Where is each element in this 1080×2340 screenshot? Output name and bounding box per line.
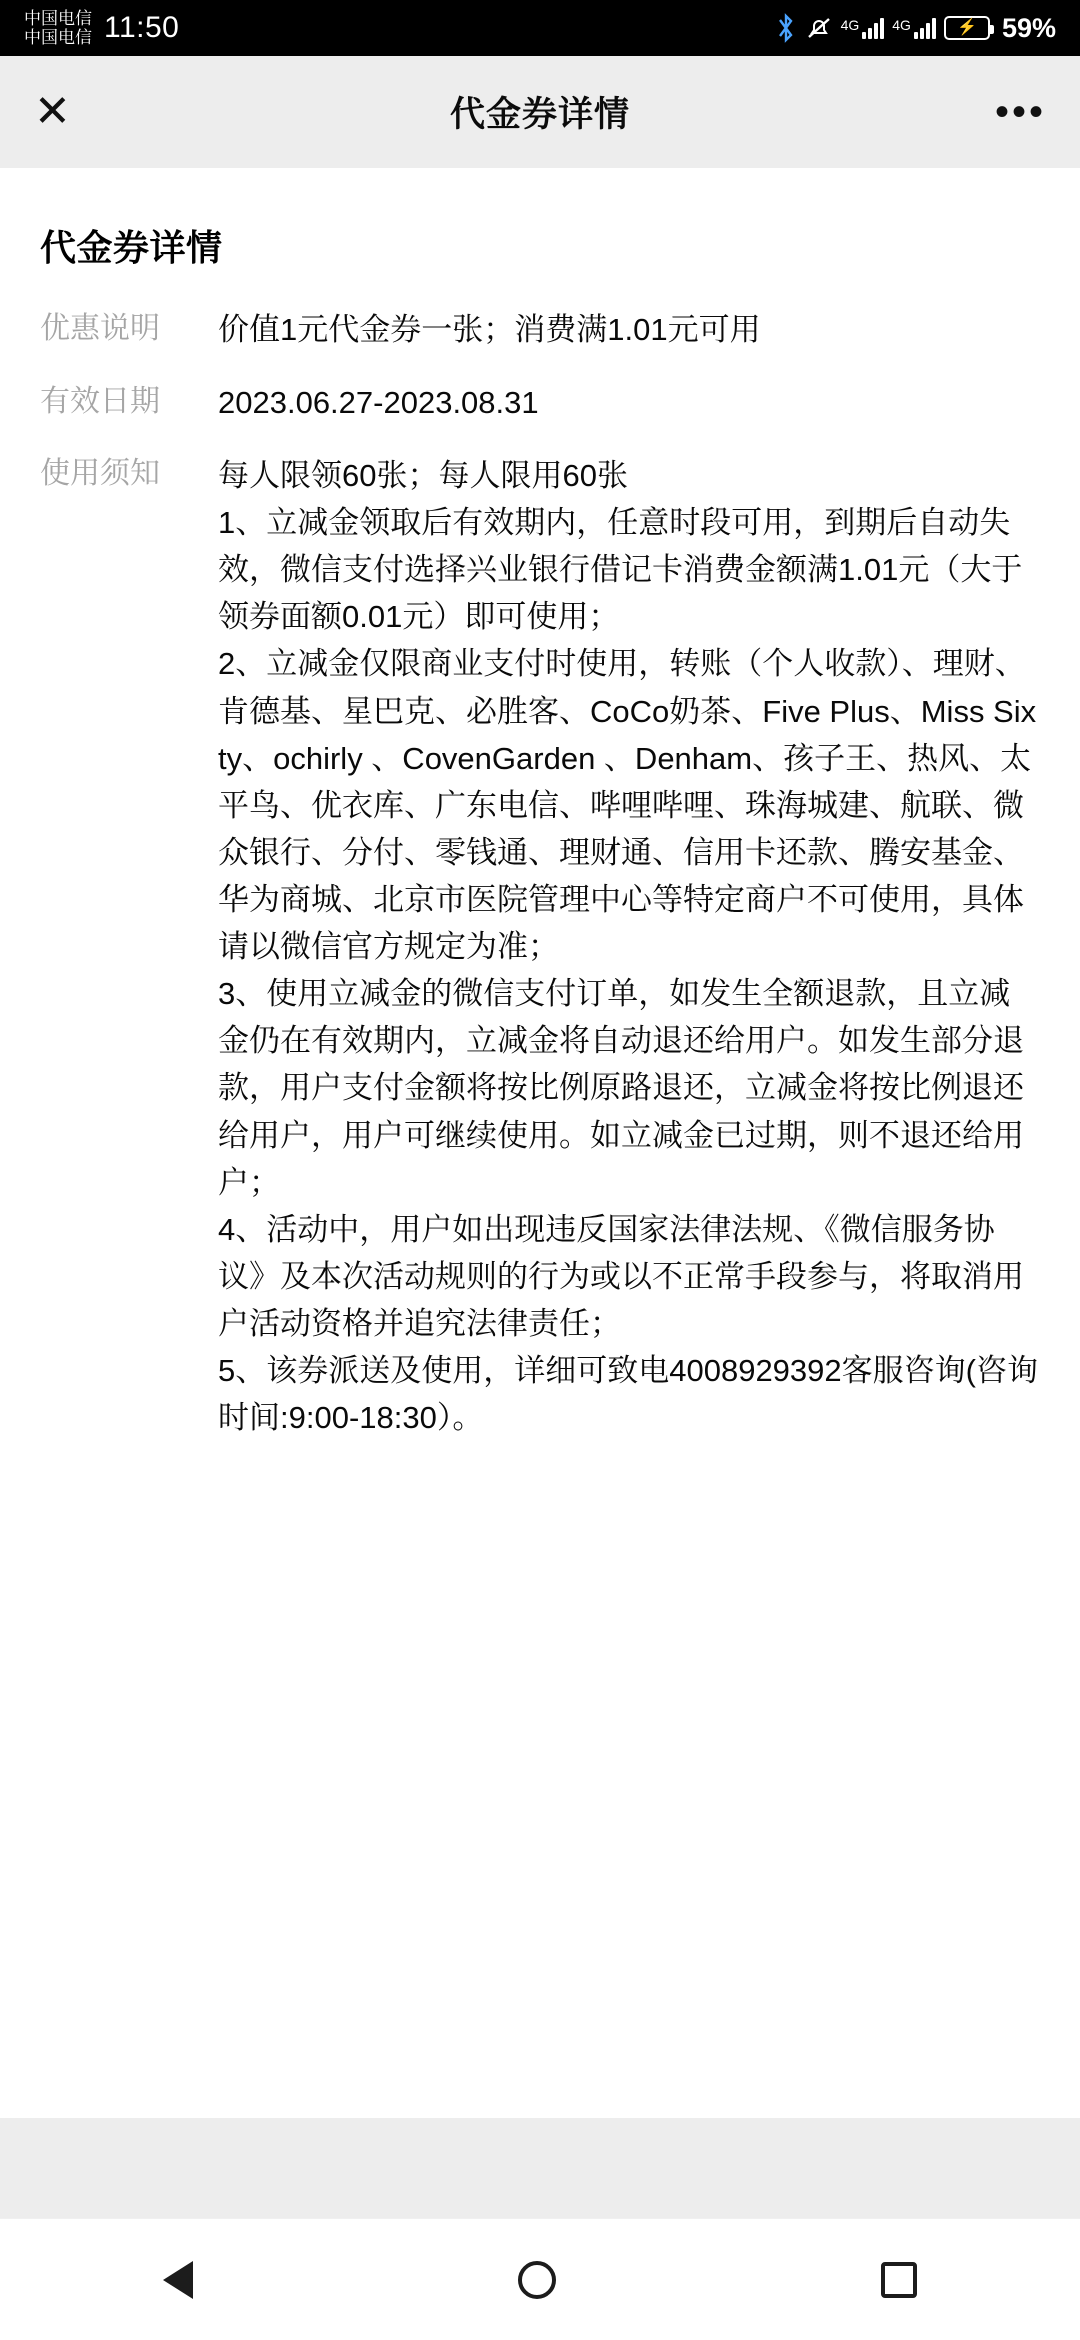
term-item: 4、活动中，用户如出现违反国家法律法规、《微信服务协议》及本次活动规则的行为或以不正常手段参与，将取消用户活动资格并追究法律责任； xyxy=(218,1211,1024,1341)
page-title-header: 代金券详情 xyxy=(449,95,630,134)
carrier-line-1: 中国电信 xyxy=(24,8,92,28)
detail-row-valid-date xyxy=(40,380,1040,427)
square-recents-icon[interactable] xyxy=(881,2262,917,2298)
close-icon[interactable]: ✕ xyxy=(34,87,71,136)
term-item: 每人限领60张；每人限用60张 xyxy=(218,458,628,493)
network-type-2: 4G xyxy=(892,17,911,33)
battery-percent: 59% xyxy=(1001,12,1056,43)
system-navigation-bar xyxy=(0,2218,1080,2340)
more-options-icon[interactable]: ••• xyxy=(994,90,1046,134)
signal-bars-2 xyxy=(914,17,936,39)
page-title: 代金券详情 xyxy=(40,227,223,268)
circle-home-icon[interactable] xyxy=(518,2261,556,2299)
bell-muted-icon xyxy=(805,14,833,42)
row-value: 价值1元代金券一张；消费满1.01元可用 xyxy=(218,312,761,347)
term-item: 3、使用立减金的微信支付订单，如发生全额退款，且立减金仍在有效期内，立减金将自动退还给用户。如发生部分退款，用户支付金额将按比例原路退还，立减金将按比例退还给用户，用户可继续使用。如立减金已过期，则不退还给用户； xyxy=(218,976,1024,1200)
bluetooth-icon xyxy=(775,13,797,43)
status-bar xyxy=(0,0,1080,56)
term-item: 2、立减金仅限商业支付时使用，转账（个人收款）、理财、肯德基、星巴克、必胜客、CoCo奶茶、Five Plus、Miss Sixty、ochirly 、CovenGarden 、Denham、孩子王、热风、太平鸟、优衣库、广东电信、哔哩哔哩、珠海城建、航联、微众银行、分付、零钱通、理财通、信用卡还款、腾安基金、华为商城、北京市医院管理中心等特定商户不可使用，具体请以微信官方规定为准； xyxy=(218,646,1037,965)
row-label: 使用须知 xyxy=(40,457,160,490)
status-icons xyxy=(775,13,1056,44)
app-navigation-bar xyxy=(0,56,1080,168)
term-item: 5、该券派送及使用，详细可致电4008929392客服咨询(咨询时间:9:00-18:30）。 xyxy=(218,1353,1038,1436)
row-label: 有效日期 xyxy=(40,384,160,418)
signal-bars-1 xyxy=(862,17,884,39)
detail-row-usage-notice xyxy=(40,452,1040,1441)
battery-charging-icon: ⚡ xyxy=(944,16,990,40)
term-item: 1、立减金领取后有效期内，任意时段可用，到期后自动失效，微信支付选择兴业银行借记卡消费金额满1.01元（大于领券面额0.01元）即可使用； xyxy=(218,505,1023,635)
detail-content xyxy=(0,168,1080,2118)
row-value: 2023.06.27-2023.08.31 xyxy=(218,384,539,420)
usage-terms-list xyxy=(218,452,1040,1441)
carrier-labels xyxy=(24,9,92,47)
triangle-back-icon[interactable] xyxy=(163,2261,193,2299)
content-bottom-spacer xyxy=(0,2118,1080,2218)
signal-1 xyxy=(841,17,885,39)
row-label: 优惠说明 xyxy=(40,312,160,345)
status-clock: 11:50 xyxy=(104,11,180,44)
signal-2 xyxy=(892,17,936,39)
network-type-1: 4G xyxy=(840,17,860,33)
detail-row-offer-description xyxy=(40,307,1040,354)
carrier-line-2: 中国电信 xyxy=(24,28,92,47)
